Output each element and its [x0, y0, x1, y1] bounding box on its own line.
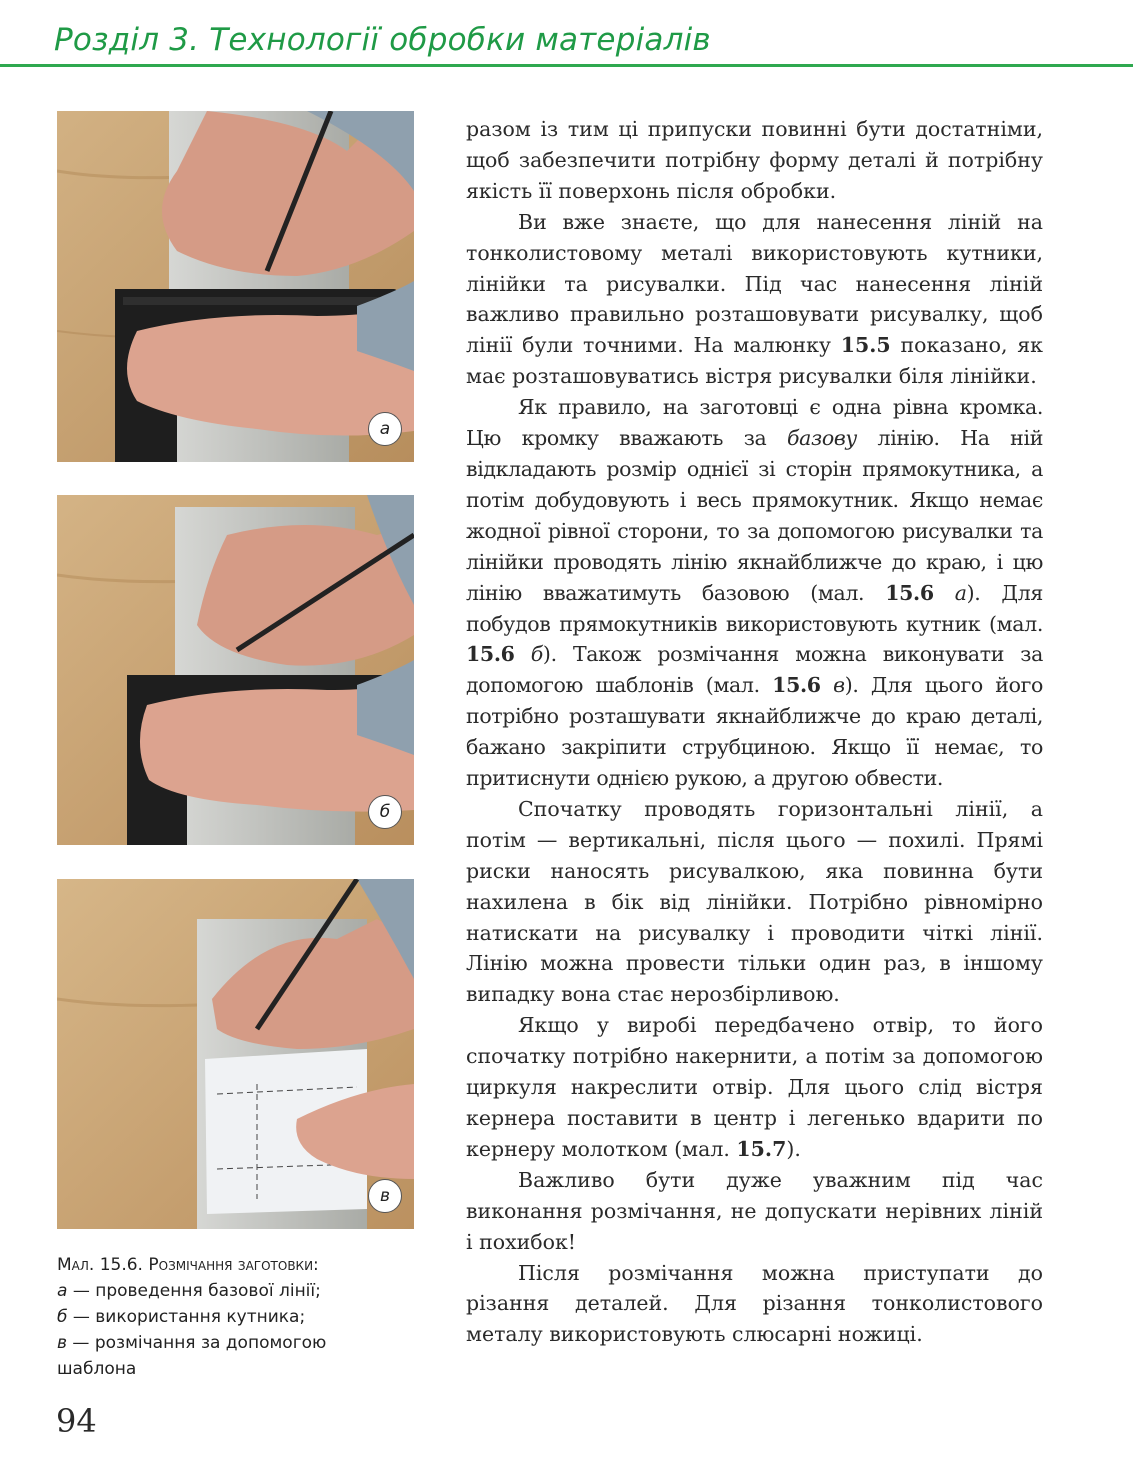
- figure-caption: [57, 1252, 417, 1382]
- main-text: [466, 114, 1043, 1350]
- header-rule: [0, 64, 1133, 67]
- figure-photo-a: [57, 111, 414, 462]
- paragraph-4: Спочатку проводять горизонтальні лінії, а потім — вертикальні, після цього — похилі. Прямі риски наносять рисувалкою, яка повинна бути нахилена в бік від лінійки. Потрібно рівномірно натискати на рисувалку і проводити чіткі лінії. Лінію можна провести тільки один раз, в іншому випадку вона стає нерозбірливою.: [466, 796, 1043, 1007]
- caption-item-c: в — розмічання за допомогою: [57, 1333, 327, 1353]
- page-number: 94: [56, 1402, 97, 1440]
- paragraph-7: Після розмічання можна приступати до різання деталей. Для різання тонколистового металу використовують слюсарні ножиці.: [466, 1260, 1043, 1347]
- caption-item-a: а — проведення базової лінії;: [57, 1281, 321, 1301]
- paragraph-6: Важливо бути дуже уважним під час виконання розмічання, не допускати нерівних ліній і похибок!: [466, 1167, 1043, 1254]
- page-header: [0, 0, 1133, 70]
- figure-label-b: б: [368, 795, 402, 829]
- caption-lead: Мал. 15.6. Розмічання заготовки:: [57, 1255, 319, 1275]
- figure-photo-b: [57, 495, 414, 845]
- paragraph-3: Як правило, на заготовці є одна рівна кромка. Цю кромку вважають за базову лінію. На ній відкладають розмір однієї зі сторін прямокутника, а потім добудовують і весь прямокутник. Якщо немає жодної рівної сторони, то за допомогою рисувалки та лінійки проводять лінію якнайближче до краю, і цю лінію вважатимуть базовою (мал. 15.6 а). Для побудов прямокутників використовують кутник (мал. 15.6 б). Також розмічання можна виконувати за допомогою шаблонів (мал. 15.6 в). Для цього його потрібно розташувати якнайближче до краю деталі, бажано закріпити струбциною. Якщо її немає, то притиснути однією рукою, а другою обвести.: [466, 395, 1044, 791]
- paragraph-2: Ви вже знаєте, що для нанесення ліній на тонколистовому металі використовують кутники, лінійки та рисувалки. Під час нанесення ліній важливо правильно розташовувати рисувалку, щоб лінії були точними. На малюнку 15.5 показано, як має розташовуватись вістря рисувалки біля лінійки.: [466, 209, 1043, 389]
- photo-b-illustration: [57, 495, 414, 845]
- caption-item-b: б — використання кутника;: [57, 1307, 306, 1327]
- caption-tail: шаблона: [57, 1359, 137, 1379]
- figure-label-c: в: [368, 1179, 402, 1213]
- paragraph-1: разом із тим ці припуски повинні бути достатніми, щоб забезпечити потрібну форму деталі й потрібну якість її поверхонь після обробки.: [466, 117, 1043, 203]
- photo-a-illustration: [57, 111, 414, 462]
- figure-photo-c: [57, 879, 414, 1229]
- paragraph-5: Якщо у виробі передбачено отвір, то його спочатку потрібно накернити, а потім за допомогою циркуля накреслити отвір. Для цього слід вістря кернера поставити в центр і легенько вдарити по кернеру молотком (мал. 15.7).: [466, 1013, 1043, 1161]
- figure-label-a: а: [368, 412, 402, 446]
- section-title: Розділ 3. Технології обробки матеріалів: [54, 22, 711, 58]
- photo-c-illustration: [57, 879, 414, 1229]
